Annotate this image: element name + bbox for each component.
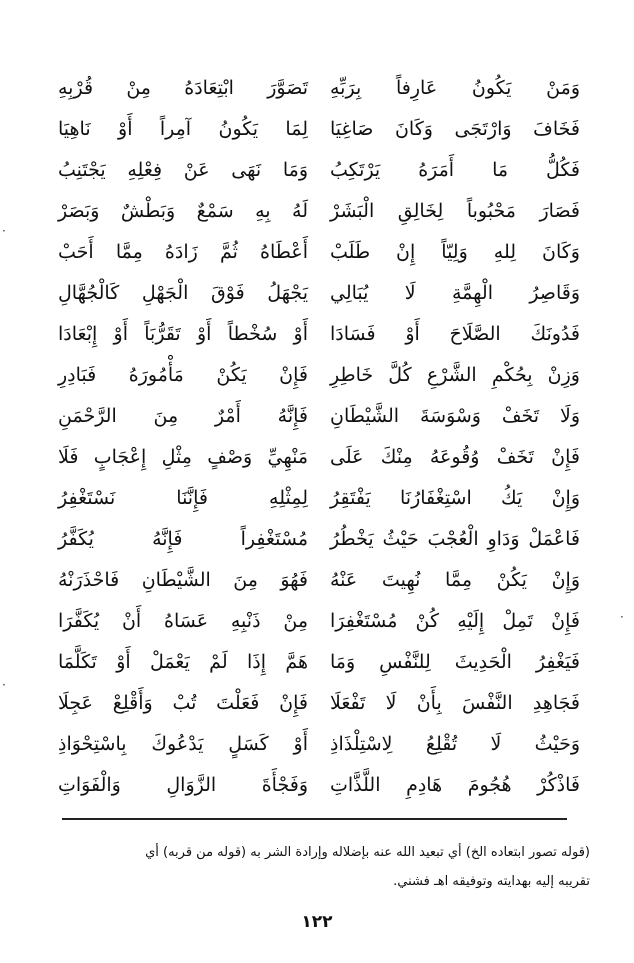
verse-first-hemistich: وَمَنْ يَكُونُ عَارِفاً بِرَبِّهِ: [330, 77, 580, 99]
verse: [58, 150, 580, 191]
verse: [58, 683, 580, 724]
verse-first-hemistich: وَإِنْ يَكُ اسْتِغْفَارُنَا يَفْتَقِرُ: [330, 487, 580, 509]
verse-first-hemistich: فَدُونَكَ الصَّلَاحَ أَوْ فَسَادَا: [330, 323, 580, 345]
verse: [58, 642, 580, 683]
footnote: [50, 838, 590, 896]
verse-second-hemistich: لِمَا يَكُونُ آمِراً أَوْ نَاهِيَا: [58, 118, 308, 140]
verse-second-hemistich: مِنْ ذَنْبِهِ عَسَاهُ أَنْ يُكَفَّرَا: [58, 610, 308, 632]
verse-first-hemistich: وَلَا تَخَفْ وَسْوَسَةَ الشَّيْطَانِ: [330, 405, 580, 427]
verse-first-hemistich: وَزِنْ بِحُكْمِ الشَّرْعِ كُلَّ خَاطِرِ: [330, 364, 580, 386]
verse-second-hemistich: فَإِنْ يَكُنْ مَأْمُورَهُ فَبَادِرِ: [58, 364, 308, 386]
verse-first-hemistich: فَصَارَ مَحْبُوباً لِخَالِقِ الْبَشَرْ: [330, 200, 580, 222]
verse-first-hemistich: وَحَيْثُ لَا تُقْلِعُ لِاسْتِلْذَاذِ: [330, 733, 580, 755]
verse: [58, 232, 580, 273]
verse-first-hemistich: فَاعْمَلْ وَدَاوِ الْعُجْبَ حَيْثُ يَخْطُرُ: [330, 528, 580, 550]
verse: [58, 355, 580, 396]
footnote-line: تقريبه إليه بهدايته وتوفيقه اهـ فشني.: [393, 874, 590, 889]
verse-second-hemistich: وَفَجْأَةَ الزَّوَالِ وَالْفَوَاتِ: [58, 774, 308, 796]
verse-second-hemistich: فَهُوَ مِنَ الشَّيْطَانِ فَاحْذَرَنْهُ: [58, 569, 308, 591]
page-number: ١٢٢: [301, 912, 333, 932]
verse-second-hemistich: يَجْهَلُ فَوْقَ الْجَهْلِ كَالْجُهَّالِ: [58, 282, 308, 304]
verse-second-hemistich: لِمِثْلِهِ فَإِنَّنَا نَسْتَغْفِرُ: [58, 487, 308, 509]
verse-first-hemistich: وَكَانَ لِلهِ وَلِيّاً إِنْ طَلَبْ: [330, 241, 580, 263]
verse-second-hemistich: مُسْتَغْفِراً فَإِنَّهُ يُكَفَّرُ: [58, 528, 308, 550]
verse: [58, 478, 580, 519]
verse: [58, 68, 580, 109]
verse-second-hemistich: مَنْهِيِّ وَصْفٍ مِثْلِ إِعْجَابٍ فَلَا: [58, 446, 308, 468]
verse-first-hemistich: فَيَغْفِرُ الْحَدِيثَ لِلنَّفْسِ وَمَا: [330, 651, 580, 673]
verse-second-hemistich: لَهُ بِهِ سَمْعٌ وَبَطْشٌ وَبَصَرْ: [58, 200, 308, 222]
verse: [58, 601, 580, 642]
verse-first-hemistich: فَإِنْ تَمِلْ إِلَيْهِ كُنْ مُسْتَغْفِرَا: [330, 610, 580, 632]
verse-first-hemistich: فَاذْكُرْ هُجُومَ هَادِمِ اللَّذَّاتِ: [330, 774, 580, 796]
margin-speck: ·: [2, 678, 6, 692]
verse: [58, 519, 580, 560]
verse: [58, 109, 580, 150]
verse-first-hemistich: فَجَاهِدِ النَّفْسَ بِأَنْ لَا تَفْعَلَا: [330, 692, 580, 714]
verse-second-hemistich: فَإِنَّهُ أَمْرٌ مِنَ الرَّحْمَنِ: [58, 405, 308, 427]
verse-first-hemistich: فَكُلُّ مَا أَمَرَهُ يَرْتَكِبُ: [330, 159, 580, 181]
verse-second-hemistich: أَعْطَاهُ ثُمَّ زَادَهُ مِمَّا أَحَبْ: [58, 241, 308, 263]
verse-second-hemistich: تَصَوَّرَ ابْتِعَادَهُ مِنْ قُرْبِهِ: [58, 77, 308, 99]
poem: [58, 68, 580, 806]
verse-first-hemistich: فَإِنْ تَخَفْ وُقُوعَهُ مِنْكَ عَلَى: [330, 446, 580, 468]
verse: [58, 273, 580, 314]
verse: [58, 560, 580, 601]
margin-speck: ·: [2, 224, 6, 238]
margin-speck: ·: [620, 610, 624, 624]
verse-first-hemistich: فَخَافَ وَارْتَجَى وَكَانَ صَاغِيَا: [330, 118, 580, 140]
verse-first-hemistich: وَإِنْ يَكُنْ مِمَّا نُهِيتَ عَنْهُ: [330, 569, 580, 591]
verse: [58, 437, 580, 478]
verse: [58, 396, 580, 437]
verse-second-hemistich: أَوْ كَسَلٍ يَدْعُوكَ بِاسْتِحْوَاذِ: [58, 733, 308, 755]
verse-second-hemistich: هَمَّ إِذَا لَمْ يَعْمَلْ أَوْ تَكَلَّمَا: [58, 651, 308, 673]
footnote-line: (قوله تصور ابتعاده الخ) أي تبعيد الله عنه بإضلاله وإرادة الشر به (قوله من قربه) أي: [145, 845, 590, 860]
verse-second-hemistich: وَمَا نَهَى عَنْ فِعْلِهِ يَجْتَنِبُ: [58, 159, 308, 181]
verse: [58, 314, 580, 355]
verse-first-hemistich: وَقَاصِرُ الْهِمَّةِ لَا يُبَالِي: [330, 282, 580, 304]
verse: [58, 765, 580, 806]
verse-second-hemistich: أَوْ سُخْطاً أَوْ تَقَرُّبَاً أَوْ إِبْعَادَا: [58, 323, 308, 345]
verse: [58, 724, 580, 765]
footnote-divider: [62, 818, 567, 820]
verse: [58, 191, 580, 232]
verse-second-hemistich: فَإِنْ فَعَلْتَ تُبْ وَأَقْلِعْ عَجِلَا: [58, 692, 308, 714]
